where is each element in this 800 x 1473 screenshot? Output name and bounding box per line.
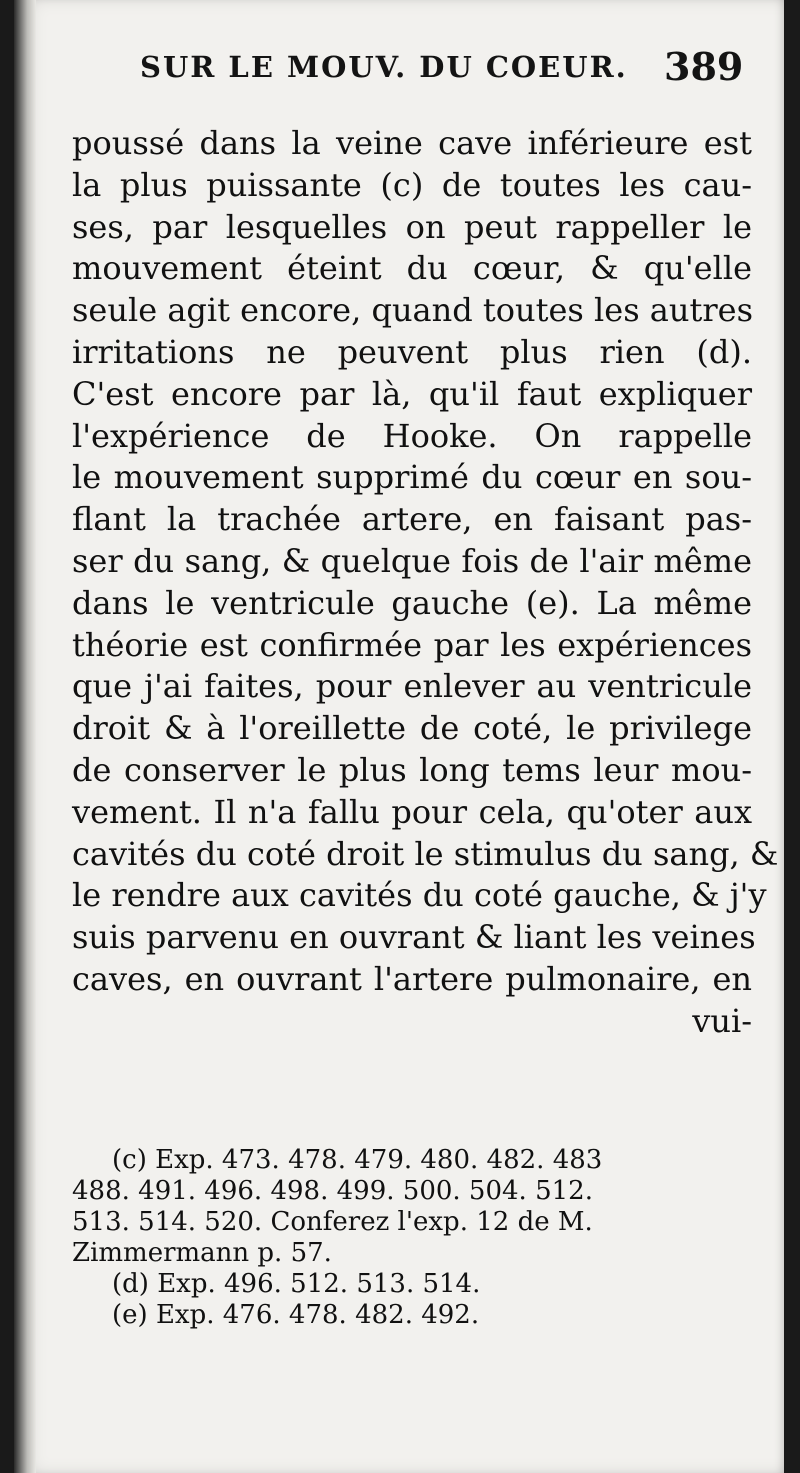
body-line: poussé dans la veine cave inférieure est <box>72 124 752 162</box>
body-line: caves, en ouvrant l'artere pulmonaire, en <box>72 959 752 998</box>
body-text <box>72 123 779 1043</box>
body-line: seule agit encore, quand toutes les autres <box>72 291 753 330</box>
catchword: vui- <box>692 1001 752 1040</box>
footnote-line: (d) Exp. 496. 512. 513. 514. <box>112 1269 481 1299</box>
body-line: la plus puissante (c) de toutes les cau- <box>72 165 752 204</box>
footnote-line: Zimmermann p. 57. <box>72 1238 332 1268</box>
footnote-line: 488. 491. 496. 498. 499. 500. 504. 512. <box>72 1176 593 1206</box>
body-line: que j'ai faites, pour enlever au ventricule <box>72 667 752 706</box>
body-line: le rendre aux cavités du coté gauche, & j'y <box>72 876 767 915</box>
footnote-line: (e) Exp. 476. 478. 482. 492. <box>112 1300 480 1330</box>
body-line: mouvement éteint du cœur, & qu'elle <box>72 249 752 288</box>
body-line: ses, par lesquelles on peut rappeller le <box>72 207 752 246</box>
page-number: 389 <box>664 44 744 89</box>
body-line: vement. Il n'a fallu pour cela, qu'oter aux <box>72 792 752 831</box>
body-line: flant la trachée artere, en faisant pas- <box>72 500 752 539</box>
body-line: théorie est confirmée par les expériences <box>72 625 752 664</box>
footnote-line: (c) Exp. 473. 478. 479. 480. 482. 483 <box>112 1145 603 1175</box>
page-gutter-shadow <box>14 0 36 1473</box>
footnotes <box>72 1145 752 1331</box>
body-line: dans le ventricule gauche (e). La même <box>72 583 752 622</box>
footnote-line: 513. 514. 520. Conferez l'exp. 12 de M. <box>72 1207 593 1237</box>
running-title: SUR LE MOUV. DU COEUR. <box>140 50 628 84</box>
body-line: le mouvement supprimé du cœur en sou- <box>72 458 752 497</box>
body-line: de conserver le plus long tems leur mou- <box>72 750 752 789</box>
body-line: C'est encore par là, qu'il faut expliquer <box>72 374 752 413</box>
body-line: suis parvenu en ouvrant & liant les veines <box>72 918 756 957</box>
book-page <box>14 0 784 1473</box>
body-line: irritations ne peuvent plus rien (d). <box>72 332 752 371</box>
body-line: ser du sang, & quelque fois de l'air même <box>72 541 752 580</box>
body-line: droit & à l'oreillette de coté, le privilege <box>72 709 752 748</box>
body-line: cavités du coté droit le stimulus du sang, & <box>72 834 779 873</box>
running-header <box>14 40 784 100</box>
body-line: l'expérience de Hooke. On rappelle <box>72 416 752 455</box>
